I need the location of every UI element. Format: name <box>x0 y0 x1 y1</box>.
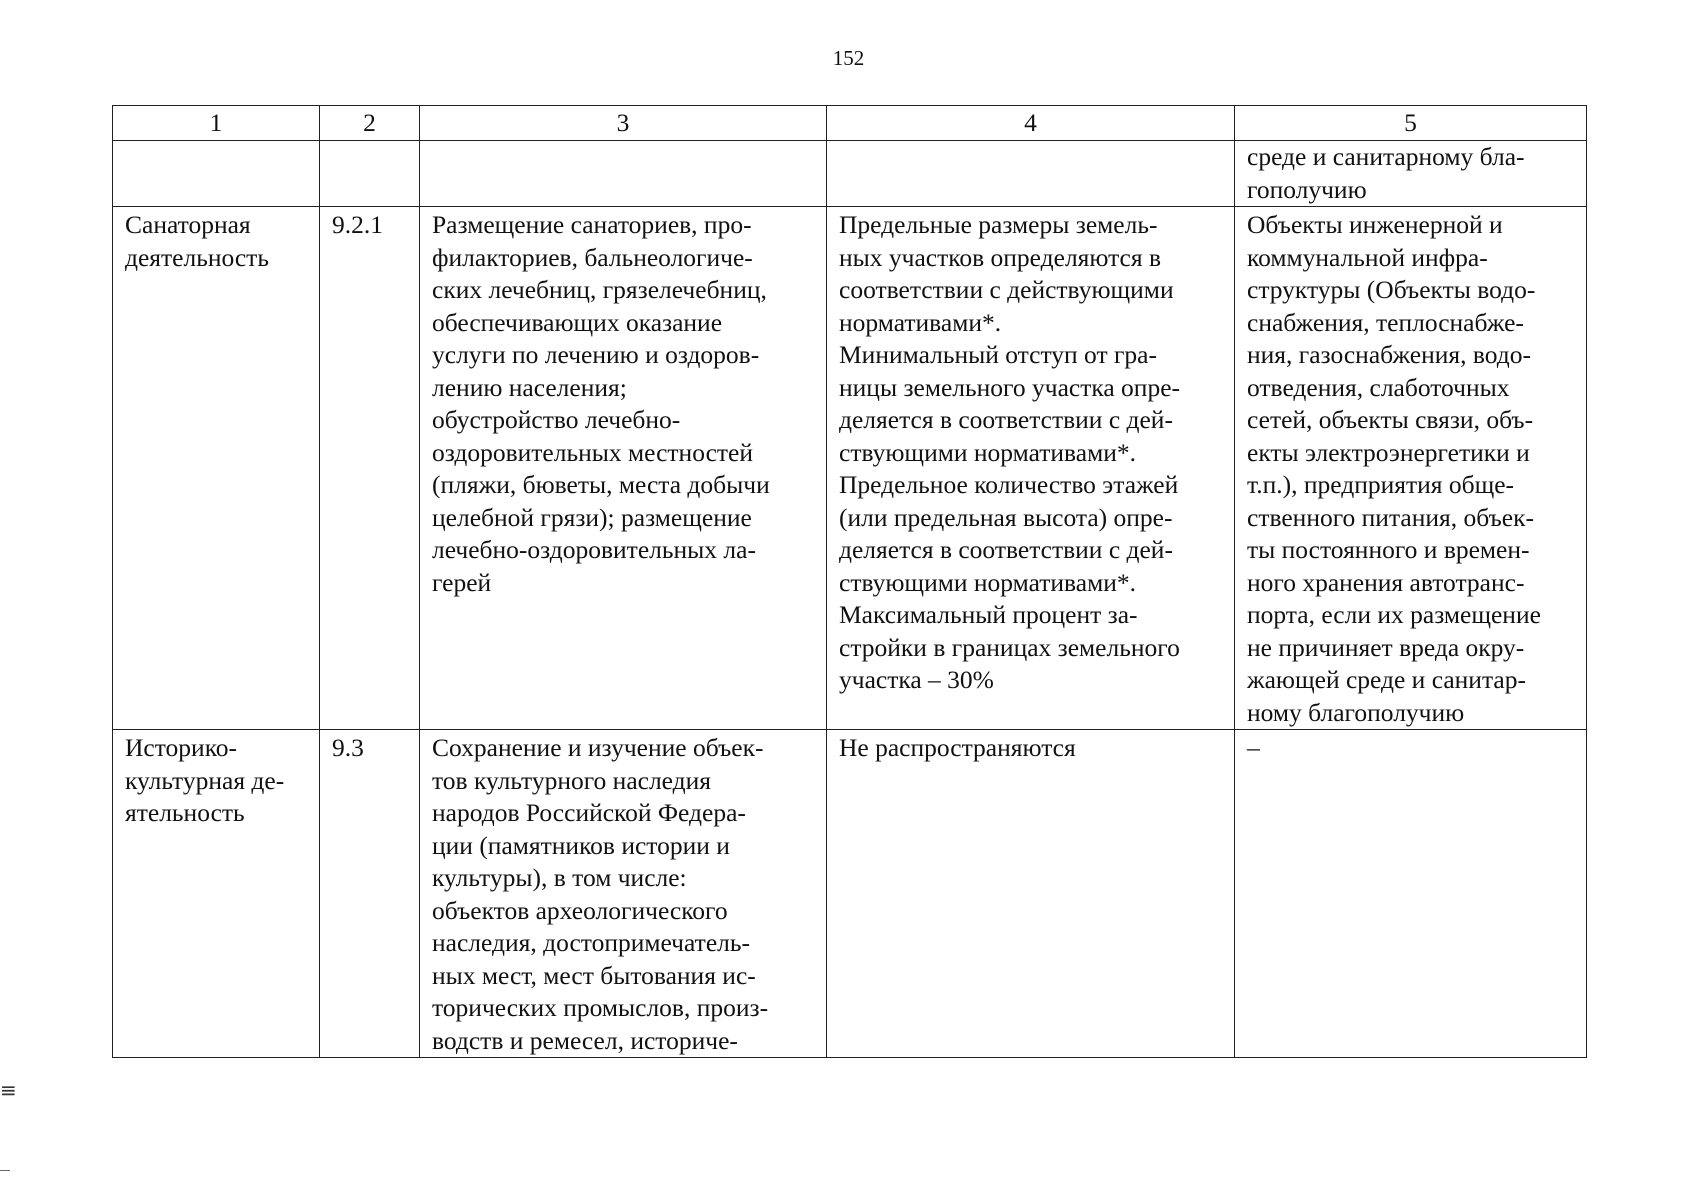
table-cell: Санаторная деятельность <box>113 207 320 730</box>
column-header: 5 <box>1235 106 1587 141</box>
table-cell: среде и санитарному бла- гополучию <box>1235 141 1587 207</box>
table-cell: Историко- культурная де- ятельность <box>113 730 320 1058</box>
table-cell: Не распространяются <box>827 730 1235 1058</box>
column-header: 2 <box>320 106 420 141</box>
column-header: 4 <box>827 106 1235 141</box>
table-cell: Предельные размеры земель- ных участков определяются в соответствии с действующими нормативами*. Минимальный отступ от гра- ницы земельного участка опре- деляется в соответствии с дей- ствующими нормативами*. Предельное количество этажей (или предельная высота) опре- деляется в соответствии с дей- ствующими нормативами*. Максимальный процент за- стройки в границах земельного участка – 30% <box>827 207 1235 730</box>
table-cell <box>320 141 420 207</box>
table-cell: 9.3 <box>320 730 420 1058</box>
table-cell: Размещение санаториев, про- филакториев, бальнеологиче- ских лечебниц, грязелечебниц, обеспечивающих оказание услуги по лечению и оздоров- лению населения; обустройство лечебно- оздоровительных местностей (пляжи, бюветы, места добычи целебной грязи); размещение лечебно-оздоровительных ла- герей <box>420 207 827 730</box>
table-cell: Объекты инженерной и коммунальной инфра- структуры (Объекты водо- снабжения, теплоснабже- ния, газоснабжения, водо- отведения, слаботочных сетей, объекты связи, объ- екты электроэнергетики и т.п.), предприятия обще- ственного питания, объек- ты постоянного и времен- ного хранения автотранс- порта, если их размещение не причиняет вреда окру- жающей среде и санитар- ному благополучию <box>1235 207 1587 730</box>
table-cell <box>113 141 320 207</box>
table-cell: 9.2.1 <box>320 207 420 730</box>
column-header: 3 <box>420 106 827 141</box>
margin-binding-mark: ≡ <box>0 1078 17 1102</box>
table-cell: Сохранение и изучение объек- тов культурного наследия народов Российской Федера- ции (памятников истории и культуры), в том числе: объектов археологического наследия, достопримечатель- ных мест, мест бытования ис- торических промыслов, произ- водств и ремесел, историче- <box>420 730 827 1058</box>
page-number: 152 <box>832 46 865 70</box>
table-cell <box>420 141 827 207</box>
table-row <box>113 207 1587 730</box>
table-cell <box>827 141 1235 207</box>
table-cell: – <box>1235 730 1587 1058</box>
margin-dash <box>0 1170 10 1171</box>
table-row <box>113 730 1587 1058</box>
table-row <box>113 141 1587 207</box>
column-header: 1 <box>113 106 320 141</box>
table-header-row <box>113 106 1587 141</box>
regulations-table <box>112 105 1587 1058</box>
